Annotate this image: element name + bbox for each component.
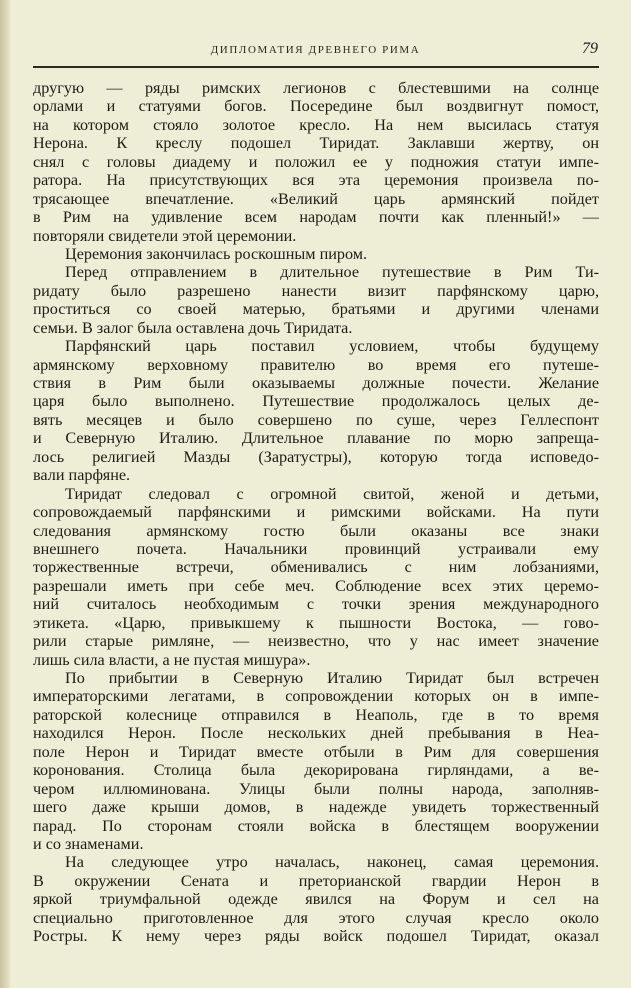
text-line: ридату было разрешено нанести визит парфянскому царю, [33,281,599,300]
text-line: этикета. «Царю, привыкшему к пышности Востока, — гово- [33,613,599,632]
paragraph [33,263,599,337]
paragraph [33,669,599,853]
text-line: в Рим на удивление всем народам почти как пленный!» — [33,208,599,227]
text-line: Нерона. К креслу подошел Тиридат. Заклавши жертву, он [33,134,599,153]
page-body [33,79,599,946]
text-line: Тиридат следовал с огромной свитой, женой и детьми, [65,484,599,503]
text-line: снял с головы диадему и положил ее у подножия статуи импе- [33,152,599,171]
text-line: коронования. Столица была декорирована гирляндами, а ве- [33,761,599,780]
page-header [33,42,598,64]
text-line: семьи. В залог была оставлена дочь Тиридата. [33,318,353,337]
page-number: 79 [582,40,598,57]
text-line: вали парфяне. [33,466,131,485]
text-line: императорскими легатами, в сопровождении которых он в импе- [33,687,599,706]
text-line: орлами и статуями богов. Посередине был воздвигнут помост, [33,97,599,116]
text-line: на котором стояло золотое кресло. На нем высилась статуя [33,115,599,134]
text-line: Ростры. К нему через ряды войск подошел Тиридат, оказал [33,927,599,946]
text-line: В окружении Сената и преторианской гвардии Нерон в [33,871,599,890]
paragraph [33,485,599,669]
text-line: специально приготовленное для этого случая кресло около [33,908,599,927]
text-line: армянскому верховному правителю во время его путеше- [33,355,599,374]
text-line: царя было выполнено. Путешествие продолжалось целых де- [33,392,599,411]
text-line: другую — ряды римских легионов с блестевшими на солнце [33,79,599,97]
text-line: поле Нерон и Тиридат вместе отбыли в Рим для совершения [33,742,599,761]
text-line: разрешали иметь при себе меч. Соблюдение всех этих церемо- [33,576,599,595]
text-line: торжественные встречи, обменивались с ним лобзаниями, [33,558,599,577]
text-line: повторяли свидетели этой церемонии. [33,226,297,245]
text-line: яркой триумфальной одежде явился на Форум и сел на [33,890,599,909]
text-line: Перед отправлением в длительное путешествие в Рим Ти- [65,263,599,282]
text-line: чером иллюминована. Улицы были полны народа, заполняв- [33,779,599,798]
running-title: ДИПЛОМАТИЯ ДРЕВНЕГО РИМА [210,44,421,56]
text-line: ратора. На присутствующих вся эта церемония произвела по- [33,171,599,190]
text-line: лишь сила власти, а не пустая мишура». [33,650,311,669]
paragraph [33,245,599,263]
text-line: трясающее впечатление. «Великий царь армянский пойдет [33,189,599,208]
paragraph [33,79,599,245]
text-line: и со знаменами. [33,834,144,853]
text-line: и Северную Италию. Длительное плавание по морю запреща- [33,429,599,448]
text-line: следования армянскому гостю были оказаны все знаки [33,521,599,540]
text-line: парад. По сторонам стояли войска в блестящем вооружении [33,816,599,835]
text-line: По прибытии в Северную Италию Тиридат был встречен [65,669,599,687]
header-rule [33,66,599,68]
text-line: рили старые римляне, — неизвестно, что у нас имеет значение [33,632,599,651]
text-line: Парфянский царь поставил условием, чтобы будущему [65,337,599,356]
text-line: сопровождаемый парфянскими и римскими войсками. На пути [33,503,599,522]
text-line: На следующее утро началась, наконец, самая церемония. [65,853,599,872]
paragraph [33,853,599,945]
text-line: находился Нерон. После нескольких дней пребывания в Неа- [33,724,599,743]
text-line: вять месяцев и было совершено по суше, через Геллеспонт [33,410,599,429]
text-line: лось религией Мазды (Заратустры), которую тогда исповедо- [33,447,599,466]
page-binding-edge [0,0,10,988]
text-line: ствия в Рим были оказываемы должные почести. Желание [33,374,599,392]
text-line: раторской колеснице отправился в Неаполь, где в то время [33,705,599,724]
paragraph [33,337,599,485]
text-line: Церемония закончилась роскошным пиром. [65,244,368,263]
text-line: шего даже крыши домов, в надежде увидеть торжественный [33,798,599,817]
text-line: внешнего почета. Начальники провинций устраивали ему [33,539,599,558]
text-line: ний считалось необходимым с точки зрения международного [33,595,599,614]
text-line: проститься со своей матерью, братьями и другими членами [33,300,599,319]
